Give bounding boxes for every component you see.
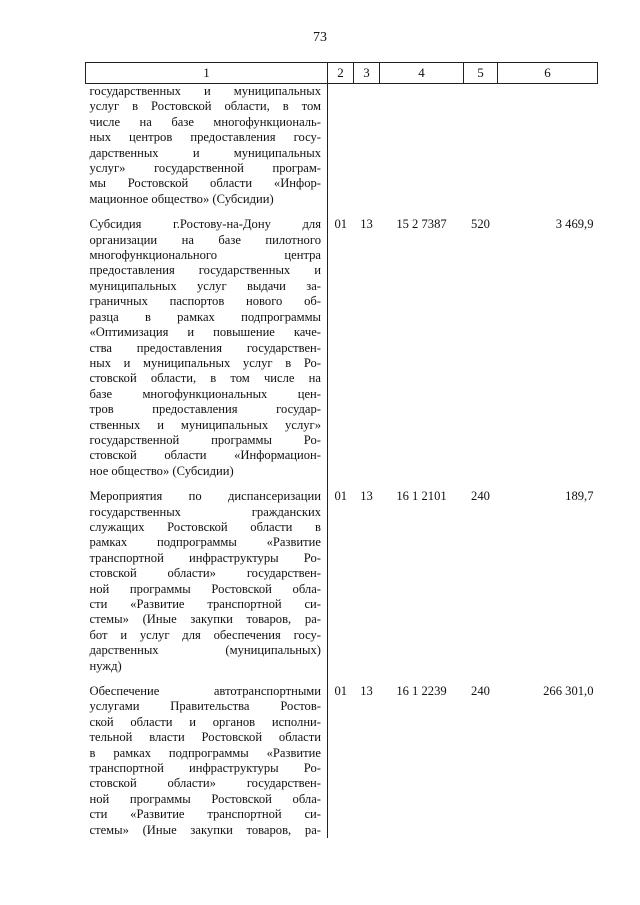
row-expense-type: 240 — [471, 684, 490, 699]
description-line: стемы» (Иные закупки товаров, ра- — [89, 822, 321, 837]
description-line: ства предоставления государствен- — [89, 340, 321, 355]
description-line: Обеспечение автотранспортными — [89, 684, 321, 699]
column-header-5: 5 — [464, 63, 498, 84]
row-amount: 266 301,0 — [543, 684, 594, 699]
description-line: государственной программы Ро- — [89, 432, 321, 447]
description-line: стовской области, в том числе на — [89, 371, 321, 386]
description-line: многофункционального центра — [89, 248, 321, 263]
description-line: ственных и муниципальных услуг» — [89, 417, 321, 432]
budget-table — [85, 62, 598, 838]
table-row — [86, 674, 598, 838]
row-amount — [498, 84, 598, 208]
table-row — [86, 84, 598, 208]
column-header-1: 1 — [86, 63, 328, 84]
row-section-code: 01 — [334, 217, 348, 232]
column-header-4: 4 — [380, 63, 464, 84]
row-description — [86, 479, 328, 674]
description-line: ных центров предоставления госу- — [89, 130, 321, 145]
description-line: дарственных и муниципальных — [89, 145, 321, 160]
description-line: нужд) — [89, 658, 122, 673]
description-line: услуг в Ростовской области, в том — [89, 99, 321, 114]
description-line: стовской области» государствен- — [89, 776, 321, 791]
description-line: Субсидия г.Ростову-на-Дону для — [89, 217, 321, 232]
row-subsection-code: 13 — [360, 489, 373, 504]
row-target-code: 16 1 2239 — [396, 684, 447, 699]
description-line: транспортной инфраструктуры Ро- — [89, 550, 321, 565]
description-line: ных и муниципальных услуг в Ро- — [89, 355, 321, 370]
description-line: разца в рамках подпрограммы — [89, 309, 321, 324]
description-line: сти «Развитие транспортной си- — [89, 807, 321, 822]
row-subsection-code — [354, 84, 380, 208]
description-line: государственных и муниципальных — [89, 84, 321, 98]
column-header-2: 2 — [328, 63, 354, 84]
row-section-code — [328, 84, 354, 208]
description-line: ной программы Ростовской обла- — [89, 581, 321, 596]
row-target-code — [380, 84, 464, 208]
row-description — [86, 84, 328, 208]
description-line: тров предоставления государ- — [89, 402, 321, 417]
description-line: услуг» государственной програм- — [89, 161, 321, 176]
row-expense-type — [464, 84, 498, 208]
description-line: стемы» (Иные закупки товаров, ра- — [89, 612, 321, 627]
description-line: базе многофункциональных цен- — [89, 386, 321, 401]
description-line: стовской области» государствен- — [89, 566, 321, 581]
description-line: ной программы Ростовской обла- — [89, 791, 321, 806]
description-line: предоставления государственных и — [89, 263, 321, 278]
row-expense-type: 240 — [471, 489, 490, 504]
description-line: государственных гражданских — [89, 504, 321, 519]
description-line: организации на базе пилотного — [89, 232, 321, 247]
description-line: ской области и органов исполни- — [89, 714, 321, 729]
table-row — [86, 479, 598, 674]
description-line: числе на базе многофункциональ- — [89, 114, 321, 129]
row-target-code: 16 1 2101 — [396, 489, 447, 504]
description-line: стовской области «Информацион- — [89, 448, 321, 463]
row-description — [86, 674, 328, 838]
row-section-code: 01 — [334, 489, 348, 504]
description-line: «Оптимизация и повышение каче- — [89, 325, 321, 340]
description-line: тельной власти Ростовской области — [89, 730, 321, 745]
page-number: 73 — [313, 30, 327, 45]
description-line: рамках подпрограммы «Развитие — [89, 535, 321, 550]
row-subsection-code: 13 — [360, 217, 373, 232]
column-header-3: 3 — [354, 63, 380, 84]
description-line: в рамках подпрограммы «Развитие — [89, 745, 321, 760]
column-header-6: 6 — [498, 63, 598, 84]
row-target-code: 15 2 7387 — [396, 217, 447, 232]
description-line: дарственных (муниципальных) — [89, 643, 321, 658]
description-line: мационное общество» (Субсидии) — [89, 191, 274, 206]
description-line: муниципальных услуг выдачи за- — [89, 278, 321, 293]
description-line: Мероприятия по диспансеризации — [89, 489, 321, 504]
description-line: транспортной инфраструктуры Ро- — [89, 761, 321, 776]
description-line: граничных паспортов нового об- — [89, 294, 321, 309]
row-amount: 189,7 — [565, 489, 594, 504]
description-line: мы Ростовской области «Инфор- — [89, 176, 321, 191]
table-row — [86, 207, 598, 479]
description-line: сти «Развитие транспортной си- — [89, 597, 321, 611]
description-line: бот и услуг для обеспечения госу- — [89, 627, 321, 642]
description-line: ное общество» (Субсидии) — [89, 463, 234, 478]
header-row — [86, 63, 598, 84]
row-amount: 3 469,9 — [555, 217, 594, 232]
description-line: услугами Правительства Ростов- — [89, 699, 321, 714]
row-expense-type: 520 — [471, 217, 490, 232]
row-description — [86, 207, 328, 479]
row-subsection-code: 13 — [360, 684, 373, 699]
description-line: служащих Ростовской области в — [89, 519, 321, 534]
row-section-code: 01 — [334, 684, 348, 699]
